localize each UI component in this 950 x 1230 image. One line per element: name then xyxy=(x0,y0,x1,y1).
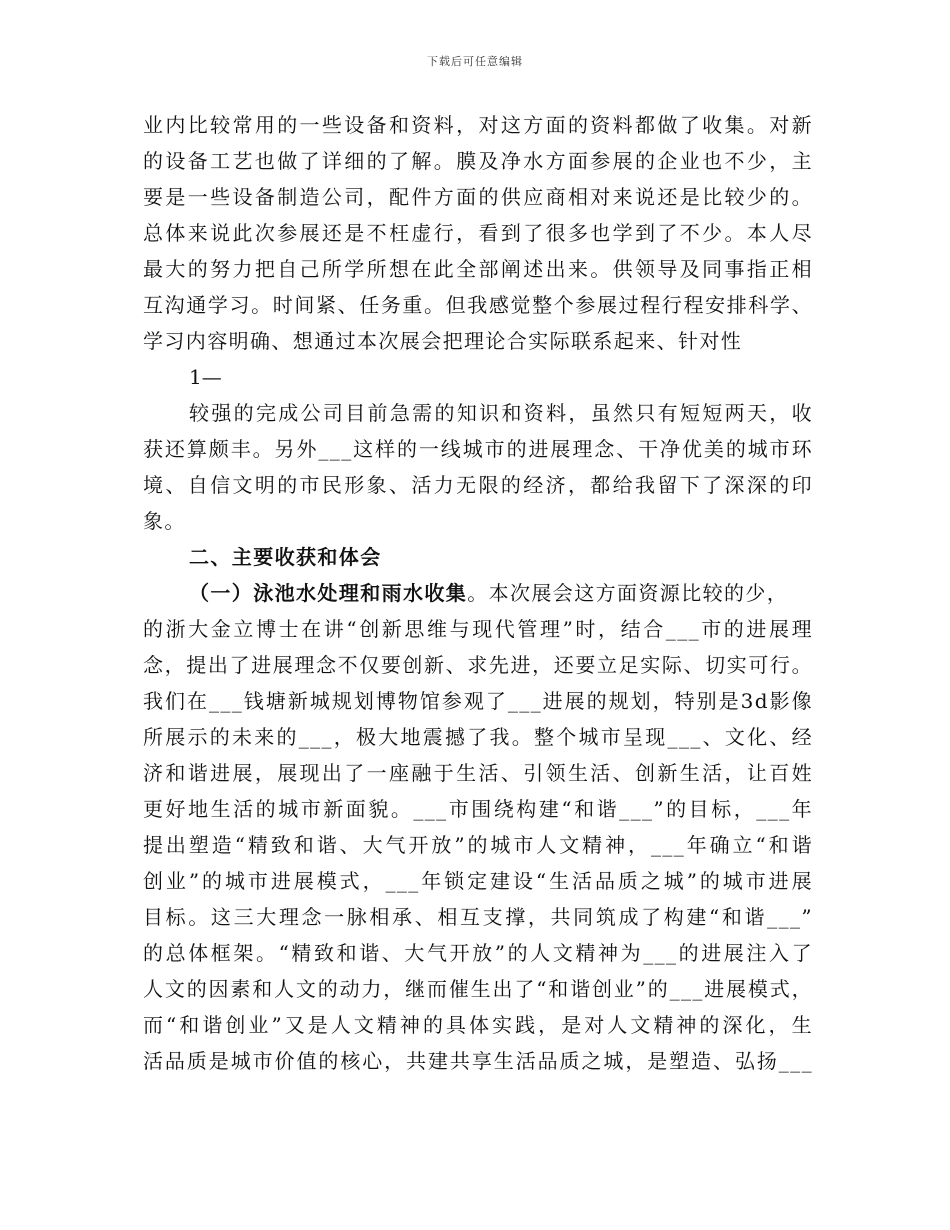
text-line: 我们在___钱塘新城规划博物馆参观了___进展的规划，特别是3d影像 xyxy=(143,689,813,713)
text-line: 念，提出了进展理念不仅要创新、求先进，还要立足实际、切实可行。 xyxy=(143,653,813,677)
subsection-heading: （一）泳池水处理和雨水收集 xyxy=(189,581,468,605)
text-line: 象。 xyxy=(143,509,186,533)
text-line: 业内比较常用的一些设备和资料，对这方面的资料都做了收集。对新 xyxy=(143,113,813,137)
text-line: 境、自信文明的市民形象、活力无限的经济，都给我留下了深深的印 xyxy=(143,473,813,497)
text-line: 创业”的城市进展模式，___年锁定建设“生活品质之城”的城市进展 xyxy=(143,869,813,893)
text-line: 较强的完成公司目前急需的知识和资料，虽然只有短短两天，收 xyxy=(189,401,813,425)
paragraph-2 xyxy=(143,395,813,539)
text-line: 的总体框架。“精致和谐、大气开放”的人文精神为___的进展注入了 xyxy=(143,941,813,965)
text-line: 总体来说此次参展还是不枉虚行，看到了很多也学到了不少。本人尽 xyxy=(143,221,813,245)
page-header-note: 下载后可任意编辑 xyxy=(427,55,523,68)
paragraph-3 xyxy=(143,611,813,1079)
text-line: 的浙大金立博士在讲“创新思维与现代管理”时，结合___市的进展理 xyxy=(143,617,813,641)
text-line: 人文的因素和人文的动力，继而催生出了“和谐创业”的___进展模式， xyxy=(143,977,813,1001)
text-line: 更好地生活的城市新面貌。___市围绕构建“和谐___”的目标，___年 xyxy=(143,797,813,821)
page-marker: 1— xyxy=(189,365,222,389)
document-body xyxy=(143,107,813,1079)
text-line: 而“和谐创业”又是人文精神的具体实践，是对人文精神的深化，生 xyxy=(143,1013,813,1037)
text-line: 活品质是城市价值的核心，共建共享生活品质之城，是塑造、弘扬___ xyxy=(143,1049,813,1073)
paragraph-1 xyxy=(143,107,813,359)
text-line: 获还算颇丰。另外___这样的一线城市的进展理念、干净优美的城市环 xyxy=(143,437,813,461)
text-line: 最大的努力把自己所学所想在此全部阐述出来。供领导及同事指正相 xyxy=(143,257,813,281)
section-heading: 二、主要收获和体会 xyxy=(189,545,382,569)
subsection-line xyxy=(143,575,813,611)
text-line: 所展示的未来的___，极大地震撼了我。整个城市呈现___、文化、经 xyxy=(143,725,813,749)
text-line: 目标。这三大理念一脉相承、相互支撑，共同筑成了构建“和谐___” xyxy=(143,905,813,929)
subsection-intro: 。本次展会这方面资源比较的少， xyxy=(467,581,789,605)
text-line: 要是一些设备制造公司，配件方面的供应商相对来说还是比较少的。 xyxy=(143,185,813,209)
text-line: 互沟通学习。时间紧、任务重。但我感觉整个参展过程行程安排科学、 xyxy=(143,293,813,317)
text-line: 学习内容明确、想通过本次展会把理论合实际联系起来、针对性 xyxy=(143,329,743,353)
text-line: 的设备工艺也做了详细的了解。膜及净水方面参展的企业也不少，主 xyxy=(143,149,813,173)
text-line: 提出塑造“精致和谐、大气开放”的城市人文精神，___年确立“和谐 xyxy=(143,833,813,857)
text-line: 济和谐进展，展现出了一座融于生活、引领生活、创新生活，让百姓 xyxy=(143,761,813,785)
